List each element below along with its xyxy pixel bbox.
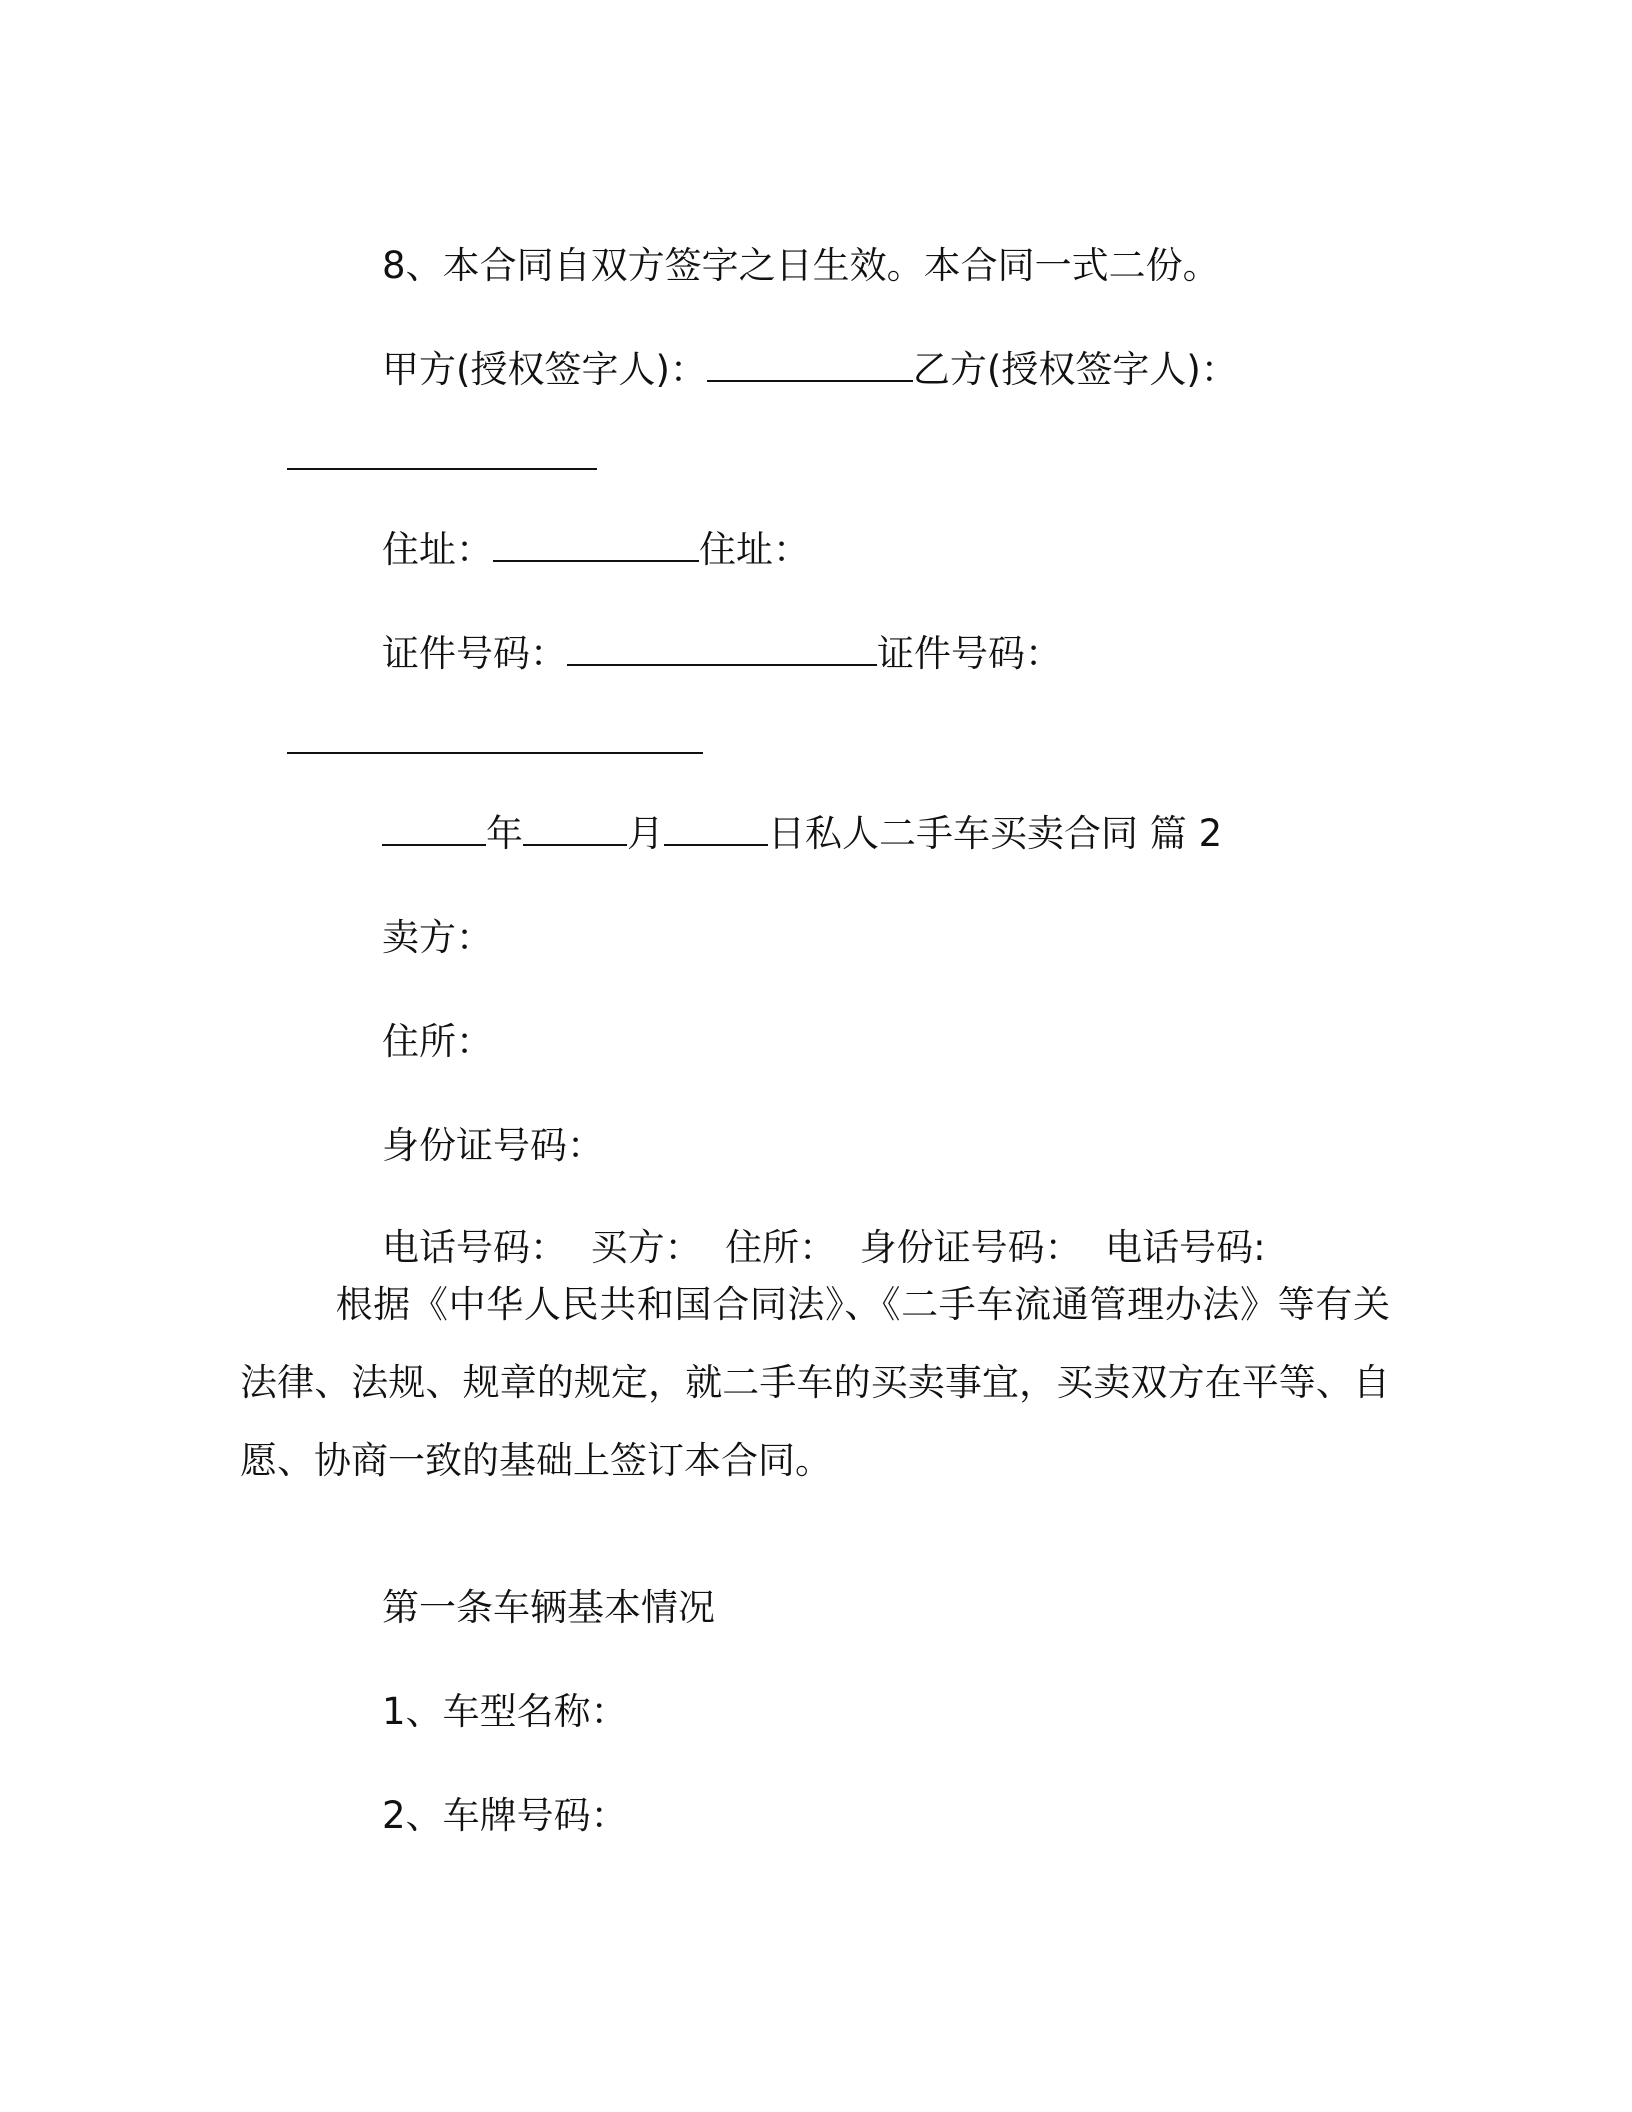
id-number-line (335, 582, 1063, 675)
party-a-id-blank (567, 660, 877, 666)
plate-number-line (335, 1744, 628, 1837)
id-card-label: 身份证号码： (382, 1124, 605, 1167)
preamble-paragraph (240, 1266, 1390, 1500)
party-a-signer-label: 甲方(授权签字人)： (382, 348, 707, 391)
residence-label: 住所： (382, 1020, 494, 1063)
phone-buyer-line (335, 1176, 1266, 1269)
seller-line (335, 866, 494, 959)
clause-8-text: 8、本合同自双方签字之日生效。本合同一式二份。 (382, 244, 1220, 287)
preamble-text: 根据《中华人民共和国合同法》、《二手车流通管理办法》等有关法律、法规、规章的规定，就二手车的买卖事宜，买卖双方在平等、自愿、协商一致的基础上签订本合同。 (240, 1283, 1390, 1482)
date-title-line (335, 762, 1223, 855)
party-b-id-label: 证件号码： (877, 632, 1063, 675)
month-label: 月 (627, 812, 665, 855)
plate-number-label: 2、车牌号码： (382, 1794, 628, 1837)
year-blank (382, 840, 486, 846)
article-1-title: 第一条车辆基本情况 (382, 1586, 716, 1629)
party-a-address-label: 住址： (382, 528, 494, 571)
id-card-line (335, 1074, 605, 1167)
address-line (335, 478, 811, 571)
vehicle-model-line (335, 1640, 628, 1733)
contract-title: 日私人二手车买卖合同 篇 2 (768, 812, 1223, 855)
seller-label: 卖方： (382, 916, 494, 959)
day-blank (664, 840, 768, 846)
clause-8 (335, 194, 1220, 287)
party-b-id-blank-line (240, 670, 703, 718)
party-a-id-label: 证件号码： (382, 632, 568, 675)
party-a-address-blank (493, 556, 699, 562)
vehicle-model-label: 1、车型名称： (382, 1690, 628, 1733)
phone-buyer-text: 电话号码： 买方： 住所： 身份证号码： 电话号码: (382, 1226, 1266, 1269)
party-b-address-label: 住址： (699, 528, 811, 571)
party-b-signature-blank (287, 464, 597, 470)
party-b-signer-label: 乙方(授权签字人)： (912, 348, 1238, 391)
year-label: 年 (486, 812, 524, 855)
party-a-signature-blank (707, 376, 913, 382)
residence-line (335, 970, 494, 1063)
party-b-id-blank (287, 748, 703, 754)
party-a-signature-line (335, 298, 1238, 391)
party-b-signature-blank-line (240, 386, 597, 434)
article-1-heading (335, 1536, 716, 1629)
month-blank (523, 840, 627, 846)
